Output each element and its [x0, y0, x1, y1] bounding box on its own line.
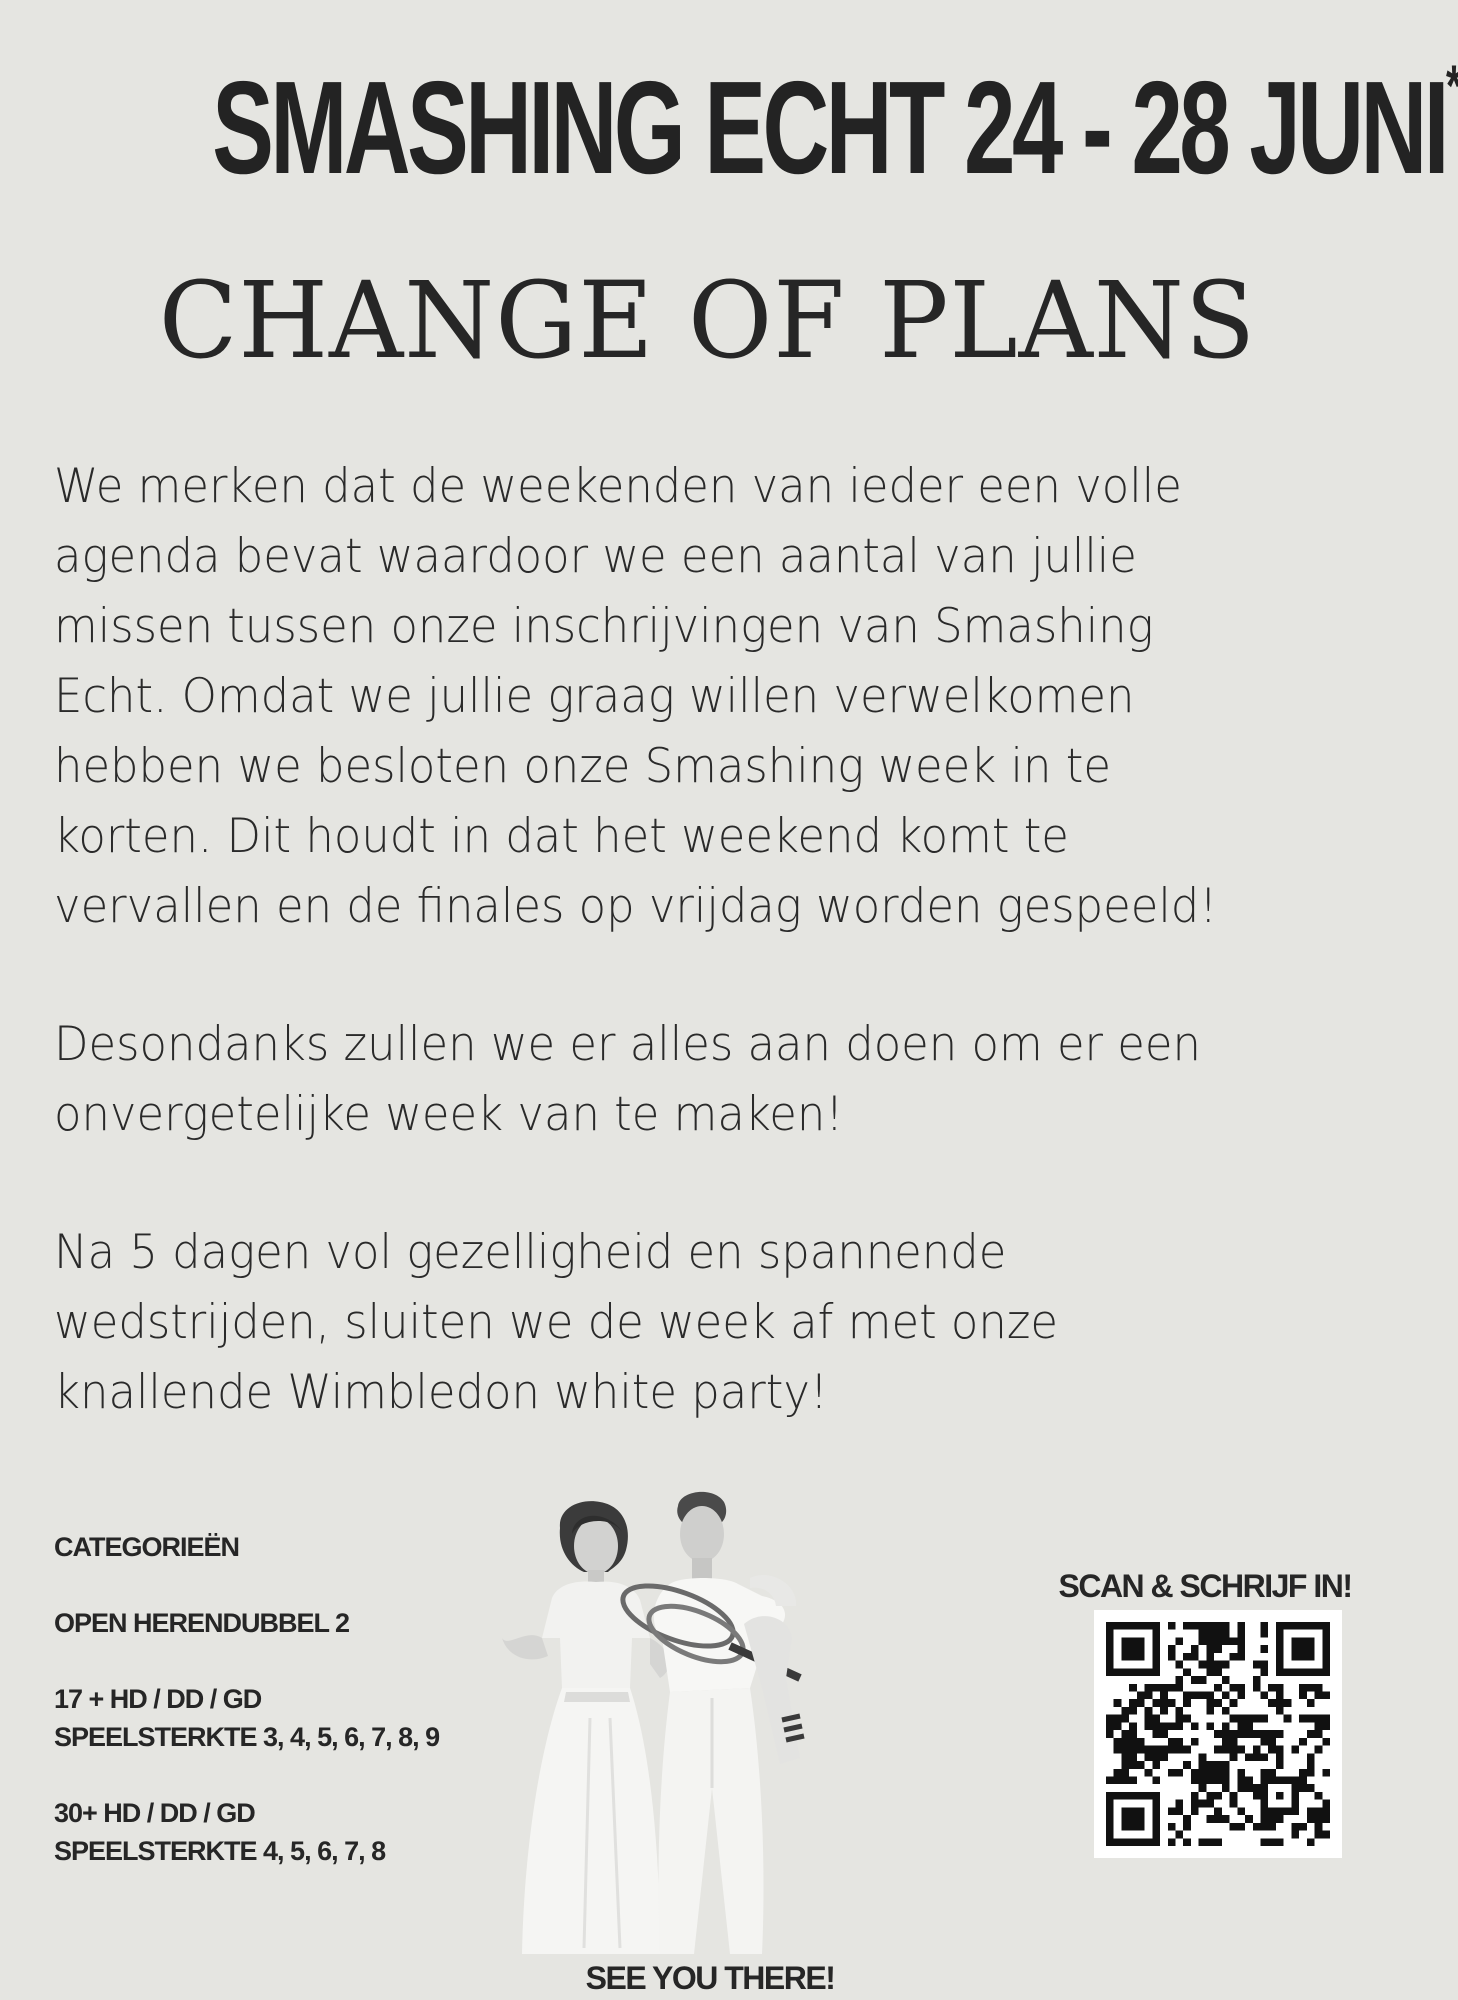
scan-signup-label: SCAN & SCHRIJF IN! [1058, 1568, 1352, 1604]
paragraph-line: knallende Wimbledon white party! [54, 1365, 828, 1420]
paragraph-line: Echt. Omdat we jullie graag willen verwelkomen [54, 669, 1135, 724]
paragraph-line: Desondanks zullen we er alles aan doen om er een [54, 1017, 1201, 1072]
paragraph-line: onvergetelijke week van te maken! [54, 1087, 844, 1142]
categories-block [54, 1528, 439, 1870]
woman-figure [502, 1501, 669, 1954]
party-paragraph [54, 1218, 1334, 1428]
category-17-plus-level: SPEELSTERKTE 3, 4, 5, 6, 7, 8, 9 [54, 1722, 440, 1752]
event-title-text: SMASHING ECHT 24 - 28 JUNI [212, 54, 1446, 201]
see-you-there-tagline: SEE YOU THERE! [585, 1960, 835, 1996]
qr-code-icon[interactable] [1094, 1610, 1342, 1858]
category-30-plus: 30+ HD / DD / GD [54, 1798, 255, 1828]
category-open-herendubbel: OPEN HERENDUBBEL 2 [54, 1608, 350, 1638]
category-30-plus-level: SPEELSTERKTE 4, 5, 6, 7, 8 [54, 1836, 386, 1866]
event-title [212, 54, 1458, 201]
title-asterisk: * [1445, 54, 1458, 119]
reassurance-paragraph [54, 1010, 1334, 1150]
announcement-paragraph [54, 452, 1334, 942]
paragraph-line: korten. Dit houdt in dat het weekend komt te [54, 809, 1069, 864]
paragraph-line: Na 5 dagen vol gezelligheid en spannende [54, 1225, 1007, 1280]
paragraph-line: hebben we besloten onze Smashing week in te [54, 739, 1111, 794]
paragraph-line: We merken dat de weekenden van ieder een volle [54, 459, 1182, 514]
event-subtitle: CHANGE OF PLANS [158, 259, 1257, 382]
paragraph-line: wedstrijden, sluiten we de week af met onze [54, 1295, 1059, 1350]
vintage-tennis-players-photo [500, 1488, 920, 1960]
paragraph-line: agenda bevat waardoor we een aantal van jullie [54, 529, 1137, 584]
category-17-plus: 17 + HD / DD / GD [54, 1684, 262, 1714]
paragraph-line: vervallen en de finales op vrijdag worden gespeeld! [54, 879, 1218, 934]
categories-heading: CATEGORIEËN [54, 1532, 240, 1562]
paragraph-line: missen tussen onze inschrijvingen van Smashing [54, 599, 1154, 654]
